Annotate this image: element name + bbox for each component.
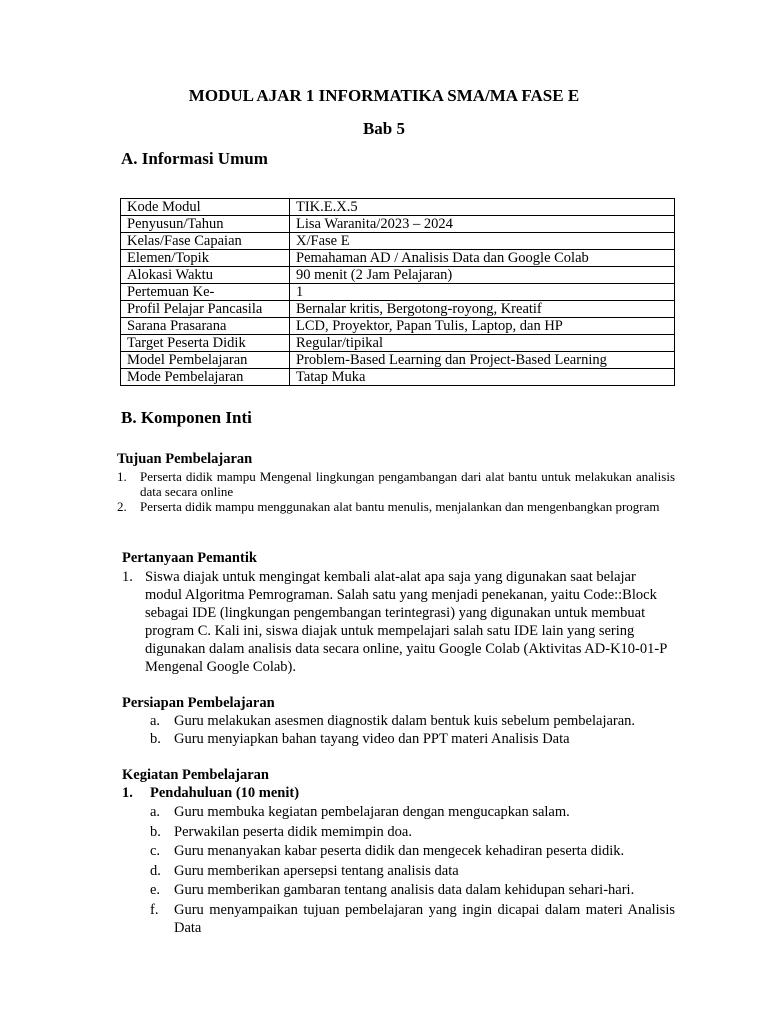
table-row [121,301,675,318]
table-row [121,233,675,250]
table-key-cell: Kelas/Fase Capaian [121,233,290,250]
list-text: Siswa diajak untuk mengingat kembali alat-alat apa saja yang digunakan saat belajar modul Algoritma Pemrograman. Salah satu yang menjadi penekanan, yaitu Code::Block sebagai IDE (lingkungan pengembangan terintegrasi) yang digunakan untuk membuat program C. Kali ini, siswa diajak untuk mempelajari salah satu IDE lain yang sering digunakan dalam analisis data secara online, yaitu Google Colab (Aktivitas AD-K10-01-P Mengenal Google Colab). [145,569,667,675]
list-letter: a. [150,804,161,820]
table-row [121,199,675,216]
list-item [150,823,675,843]
list-letter: a. [150,713,161,729]
table-value-cell: Lisa Waranita/2023 – 2024 [290,216,675,233]
table-key-cell: Mode Pembelajaran [121,369,290,386]
section-a-heading: A. Informasi Umum [121,149,268,168]
table-key-cell: Model Pembelajaran [121,352,290,369]
chapter-label: Bab 5 [362,119,406,138]
list-item [150,730,675,748]
kegiatan-heading: Kegiatan Pembelajaran [122,767,269,783]
list-text: Perwakilan peserta didik memimpin doa. [174,823,412,840]
tujuan-list [117,469,675,514]
table-value-cell: X/Fase E [290,233,675,250]
info-table [120,198,675,386]
document-title: MODUL AJAR 1 INFORMATIKA SMA/MA FASE E [188,86,580,105]
table-row [121,369,675,386]
table-value-cell: TIK.E.X.5 [290,199,675,216]
table-key-cell: Elemen/Topik [121,250,290,267]
table-row [121,267,675,284]
list-letter: c. [150,843,161,859]
table-value-cell: Regular/tipikal [290,335,675,352]
table-value-cell: 90 menit (2 Jam Pelajaran) [290,267,675,284]
table-row [121,216,675,233]
list-item [150,712,675,730]
list-text: Guru menyampaikan tujuan pembelajaran yang ingin dicapai dalam materi Analisis Data [174,901,675,936]
table-key-cell: Pertemuan Ke- [121,284,290,301]
pendahuluan-list [150,803,675,937]
table-value-cell: Tatap Muka [290,369,675,386]
list-item [150,862,675,882]
list-text: Guru menyiapkan bahan tayang video dan PPT materi Analisis Data [174,731,570,747]
table-value-cell: Bernalar kritis, Bergotong-royong, Kreatif [290,301,675,318]
list-item [150,881,675,901]
table-value-cell: Pemahaman AD / Analisis Data dan Google Colab [290,250,675,267]
pemantik-list [122,568,675,676]
list-text: Guru memberikan apersepsi tentang analisis data [174,862,459,879]
pendahuluan-heading [122,785,299,802]
list-item [122,568,675,676]
table-row [121,335,675,352]
list-item [117,499,675,514]
list-letter: b. [150,823,161,840]
table-key-cell: Alokasi Waktu [121,267,290,284]
list-text: Perserta didik mampu Mengenal lingkungan pengambangan dari alat bantu untuk melakukan analisis data secara online [140,469,675,499]
list-letter: e. [150,882,161,898]
list-text: Guru melakukan asesmen diagnostik dalam bentuk kuis sebelum pembelajaran. [174,713,636,729]
list-number: 1. [117,469,127,484]
table-value-cell: Problem-Based Learning dan Project-Based Learning [290,352,675,369]
list-text: Guru memberikan gambaran tentang analisis data dalam kehidupan sehari-hari. [174,882,635,898]
list-item [150,803,675,823]
table-row [121,352,675,369]
list-number: 1. [122,569,133,585]
table-row [121,250,675,267]
table-value-cell: LCD, Proyektor, Papan Tulis, Laptop, dan HP [290,318,675,335]
list-item [117,469,675,499]
persiapan-list [150,712,675,748]
section-b-heading: B. Komponen Inti [121,408,252,427]
table-key-cell: Profil Pelajar Pancasila [121,301,290,318]
table-row [121,284,675,301]
table-row [121,318,675,335]
list-item [150,842,675,862]
list-letter: b. [150,731,161,747]
tujuan-heading: Tujuan Pembelajaran [117,451,253,467]
pemantik-heading: Pertanyaan Pemantik [122,550,257,566]
table-value-cell: 1 [290,284,675,301]
list-letter: d. [150,862,161,879]
list-number: 2. [117,499,127,514]
list-letter: f. [150,901,159,918]
table-key-cell: Sarana Prasarana [121,318,290,335]
table-key-cell: Target Peserta Didik [121,335,290,352]
list-text: Perserta didik mampu menggunakan alat bantu menulis, menjalankan dan mengenbangkan program [140,499,660,514]
list-text: Guru menanyakan kabar peserta didik dan mengecek kehadiran peserta didik. [174,843,625,859]
table-key-cell: Kode Modul [121,199,290,216]
table-key-cell: Penyusun/Tahun [121,216,290,233]
persiapan-heading: Persiapan Pembelajaran [122,695,275,711]
sub-heading-text: Pendahuluan (10 menit) [150,785,300,801]
sub-number: 1. [122,785,133,801]
list-item [150,901,675,937]
list-text: Guru membuka kegiatan pembelajaran dengan mengucapkan salam. [174,804,570,820]
